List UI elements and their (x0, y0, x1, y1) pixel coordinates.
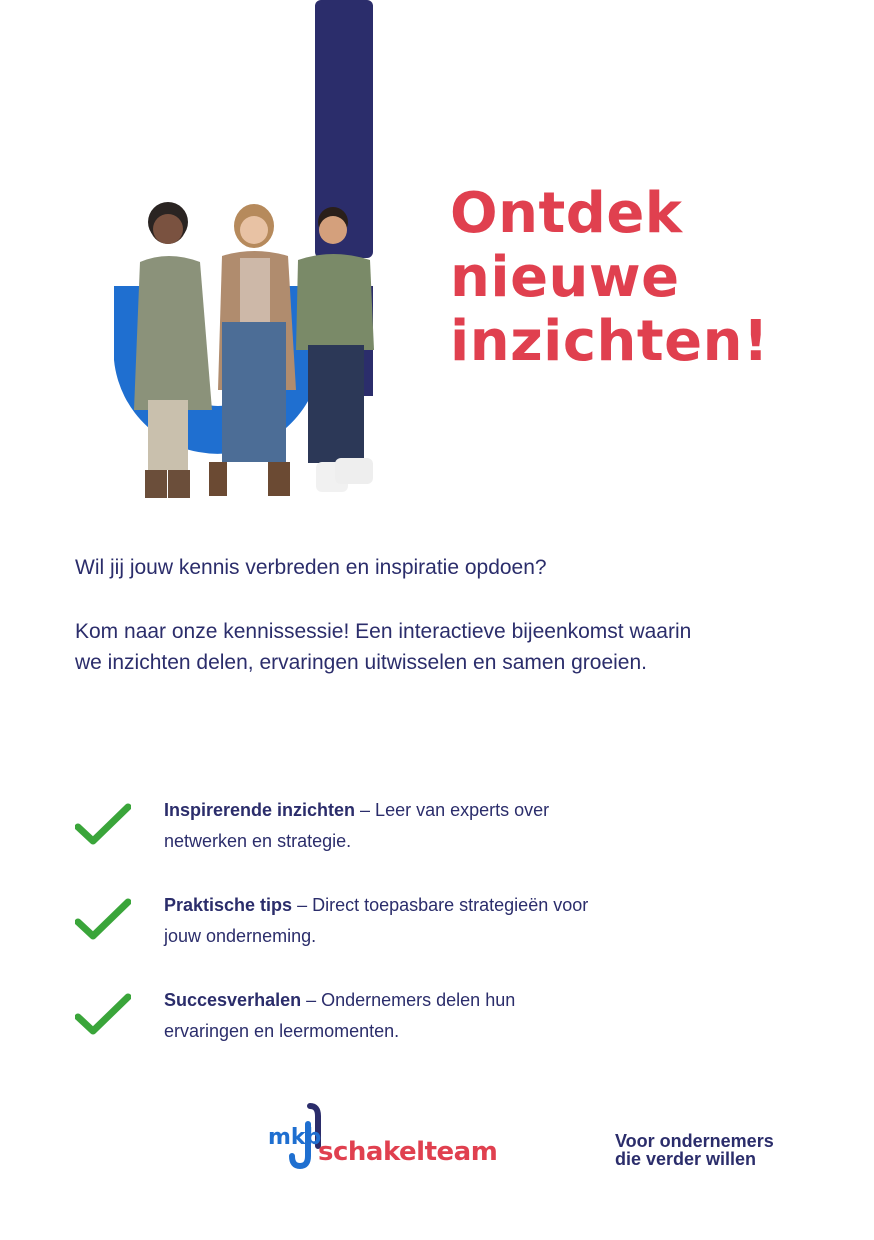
benefit-description: – Leer van experts over netwerken en strategie. (164, 800, 550, 851)
benefit-item (75, 890, 675, 952)
benefits-list (75, 795, 675, 1080)
tagline-line-2: die verder willen (615, 1149, 757, 1169)
benefit-item (75, 985, 675, 1047)
headline-line-2: nieuwe (450, 245, 680, 310)
checkmark-icon (75, 801, 131, 845)
benefit-title: Inspirerende inzichten (164, 800, 356, 820)
intro-line-1: Kom naar onze kennissessie! Een interactieve bijeenkomst waarin (75, 620, 692, 643)
mkb-schakelteam-logo (268, 1100, 498, 1172)
logo-wordmark: schakelteam (318, 1137, 498, 1167)
intro-line-2: we inzichten delen, ervaringen uitwisselen en samen groeien. (75, 651, 648, 674)
checkmark-icon (75, 896, 131, 940)
benefit-item (75, 795, 675, 857)
person-left (134, 202, 212, 498)
benefit-description: – Direct toepasbare strategieën voor jouw onderneming. (164, 895, 589, 946)
page-headline (450, 182, 769, 374)
tagline (615, 1132, 774, 1168)
person-middle (209, 204, 296, 496)
intro-paragraph (75, 616, 691, 678)
benefit-description: – Ondernemers delen hun ervaringen en leermomenten. (164, 990, 516, 1041)
benefit-text (164, 795, 604, 857)
benefit-text (164, 890, 604, 952)
intro-question: Wil jij jouw kennis verbreden en inspiratie opdoen? (75, 556, 547, 579)
headline-line-3: inzichten! (450, 309, 770, 374)
headline-line-1: Ontdek (450, 181, 683, 246)
logo-mark-text: mkb (268, 1125, 322, 1150)
checkmark-icon (75, 991, 131, 1035)
benefit-title: Praktische tips (164, 895, 293, 915)
tagline-line-1: Voor ondernemers (615, 1131, 774, 1151)
benefit-title: Succesverhalen (164, 990, 302, 1010)
benefit-text (164, 985, 604, 1047)
